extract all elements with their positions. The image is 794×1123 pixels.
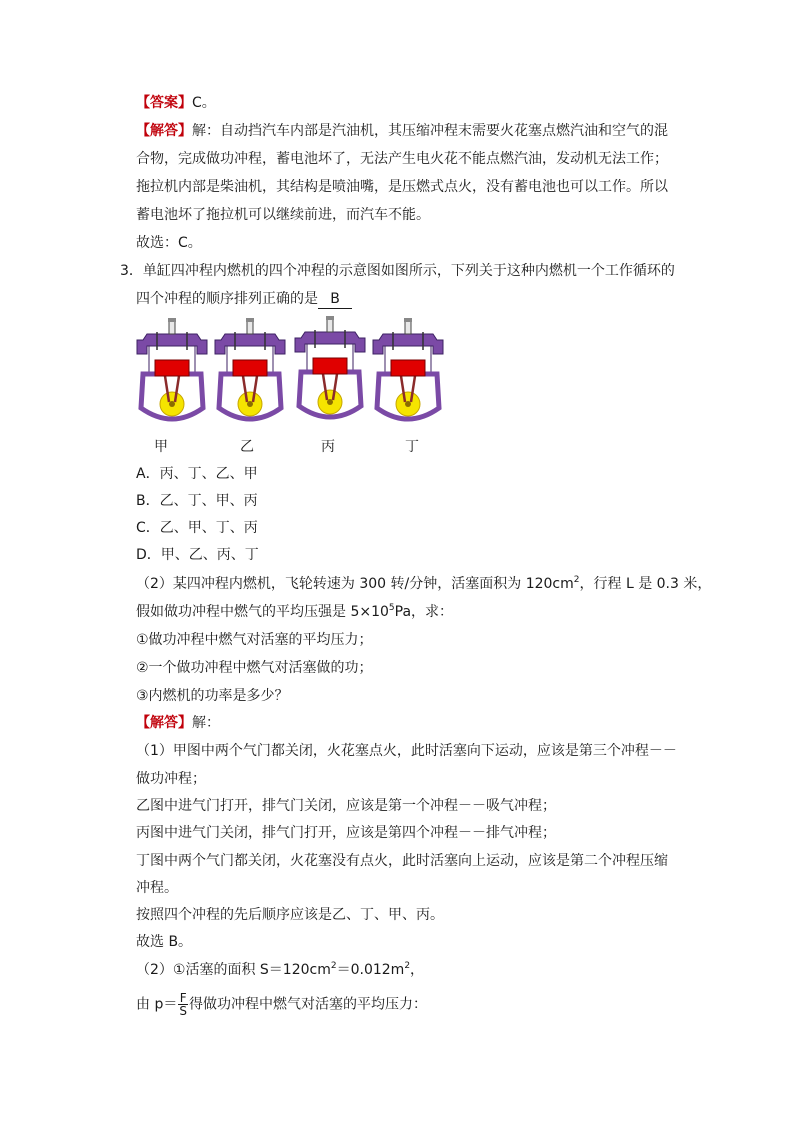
engine-yi: [215, 318, 285, 419]
figure-label-jia: 甲: [154, 439, 168, 455]
option-d: D．甲、乙、丙、丁: [136, 547, 259, 563]
answer-tag: 【答案】: [136, 95, 192, 111]
analysis2-line-5: 丁图中两个气门都关闭，火花塞没有点火，此时活塞向上运动，应该是第二个冲程压缩: [136, 853, 668, 869]
analysis2-line-4: 丙图中进气门关闭，排气门打开，应该是第四个冲程－－排气冲程；: [136, 825, 556, 841]
engine-jia: [137, 318, 207, 419]
part2-item-1: ①做功冲程中燃气对活塞的平均压力；: [136, 632, 373, 648]
analysis1-line-2: 合物，完成做功冲程，蓄电池坏了，无法产生电火花不能点燃汽油，发动机无法工作；: [136, 151, 668, 167]
analysis2-formula-line: [136, 992, 427, 1017]
analysis2-line-3: 乙图中进气门打开，排气门关闭，应该是第一个冲程－－吸气冲程；: [136, 798, 556, 814]
analysis2-line-2: 做功冲程；: [136, 771, 206, 787]
analysis2-head: [136, 713, 220, 733]
analysis1-line-3: 拖拉机内部是柴油机，其结构是喷油嘴，是压燃式点火，没有蓄电池也可以工作。所以: [136, 179, 668, 195]
answer-line: [136, 93, 216, 113]
part2-item-2: ②一个做功冲程中燃气对活塞做的功；: [136, 660, 373, 676]
analysis2-line-7: 按照四个冲程的先后顺序应该是乙、丁、甲、丙。: [136, 907, 444, 923]
part2-line-1-sup: 2: [573, 575, 580, 585]
answer-text: C。: [192, 95, 216, 111]
figure-label-yi: 乙: [240, 439, 254, 455]
area-text-b: ＝0.012m: [336, 962, 405, 978]
analysis2-line-6: 冲程。: [136, 880, 178, 896]
analysis2-line-8: 故选 B。: [136, 934, 193, 950]
part2-line-2-a: 假如做功冲程中燃气的平均压强是 5×10: [136, 604, 389, 620]
part2-line-2: [136, 602, 453, 624]
area-text-a: （2）①活塞的面积 S＝120cm: [136, 962, 331, 978]
analysis1-text-1: 解：自动挡汽车内部是汽油机，其压缩冲程末需要火花塞点燃汽油和空气的混: [192, 123, 668, 139]
analysis1-line-1: [136, 121, 668, 141]
analysis1-line-4: 蓄电池坏了拖拉机可以继续前进，而汽车不能。: [136, 207, 430, 223]
analysis2-area-line: [136, 960, 424, 982]
part2-line-1: [136, 574, 711, 596]
part2-line-2-b: Pa，求：: [394, 604, 454, 620]
question3-answer-blank: B: [318, 290, 352, 309]
option-c: C．乙、甲、丁、丙: [136, 520, 258, 536]
analysis2-line-1: （1）甲图中两个气门都关闭，火花塞点火，此时活塞向下运动，应该是第三个冲程－－: [136, 743, 677, 759]
analysis2-tag: 【解答】: [136, 715, 192, 731]
part2-line-1-b: ，行程 L 是 0.3 米，: [579, 576, 712, 592]
formula-pre: 由 p＝: [136, 996, 178, 1013]
area-sup-2: 2: [404, 961, 411, 971]
option-a: A．丙、丁、乙、甲: [136, 466, 258, 482]
area-sup-1: 2: [330, 961, 337, 971]
formula-post: 得做功冲程中燃气对活塞的平均压力：: [188, 996, 427, 1013]
part2-item-3: ③内燃机的功率是多少？: [136, 688, 289, 704]
analysis1-tag: 【解答】: [136, 123, 192, 139]
engine-ding: [373, 318, 443, 419]
figure-label-ding: 丁: [405, 439, 419, 455]
part2-line-2-sup: 5: [388, 603, 395, 613]
question3-prompt: 四个冲程的顺序排列正确的是: [136, 291, 318, 307]
engine-bing: [295, 316, 365, 417]
question3-line-2: [136, 289, 352, 309]
formula-fraction: [178, 992, 188, 1017]
engine-strokes-figure: [135, 312, 445, 422]
option-b: B．乙、丁、甲、丙: [136, 493, 258, 509]
figure-label-bing: 丙: [321, 439, 335, 455]
formula-denominator: S: [179, 1004, 187, 1018]
analysis1-choice: 故选：C。: [136, 235, 202, 251]
formula-numerator: F: [179, 991, 187, 1005]
area-text-c: ，: [410, 962, 425, 978]
part2-line-1-a: （2）某四冲程内燃机，飞轮转速为 300 转/分钟，活塞面积为 120cm: [136, 576, 574, 592]
analysis2-head-text: 解：: [192, 715, 220, 731]
question3-line-1: 3．单缸四冲程内燃机的四个冲程的示意图如图所示，下列关于这种内燃机一个工作循环的: [120, 263, 675, 279]
